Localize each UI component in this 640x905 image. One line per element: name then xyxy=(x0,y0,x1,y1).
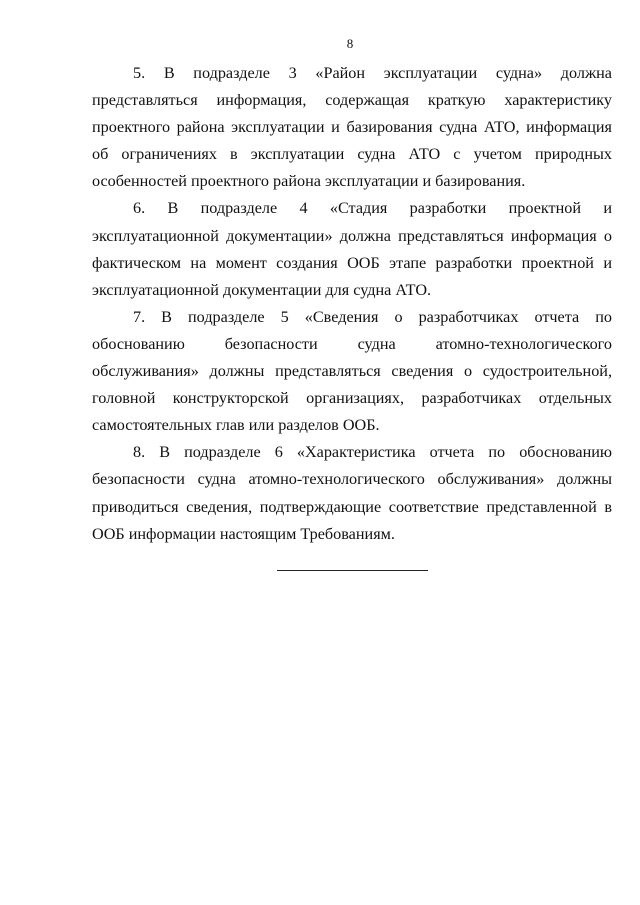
page-number: 8 xyxy=(346,36,354,51)
paragraph-8: 8. В подразделе 6 «Характеристика отчета по обоснованию безопасности судна атомно-технологического обслуживания» должны приводиться сведения, подтверждающие соответствие представленной в ООБ информации настоящим Требованиям. xyxy=(92,443,612,543)
document-body xyxy=(92,60,612,548)
paragraph-6: 6. В подразделе 4 «Стадия разработки проектной и эксплуатационной документации» должна представляться информация о фактическом на момент создания ООБ этапе разработки проектной и эксплуатационной документации для судна АТО. xyxy=(92,199,612,299)
end-separator-line xyxy=(277,570,428,571)
paragraph-5: 5. В подразделе 3 «Район эксплуатации судна» должна представляться информация, содержащая краткую характеристику проектного района эксплуатации и базирования судна АТО, информация об ограничениях в эксплуатации судна АТО с учетом природных особенностей проектного района эксплуатации и базирования. xyxy=(92,64,612,191)
paragraph-7: 7. В подразделе 5 «Сведения о разработчиках отчета по обоснованию безопасности судна атомно-технологического обслуживания» должны представляться сведения о судостроительной, головной конструкторской организациях, разработчиках отдельных самостоятельных глав или разделов ООБ. xyxy=(92,307,612,435)
